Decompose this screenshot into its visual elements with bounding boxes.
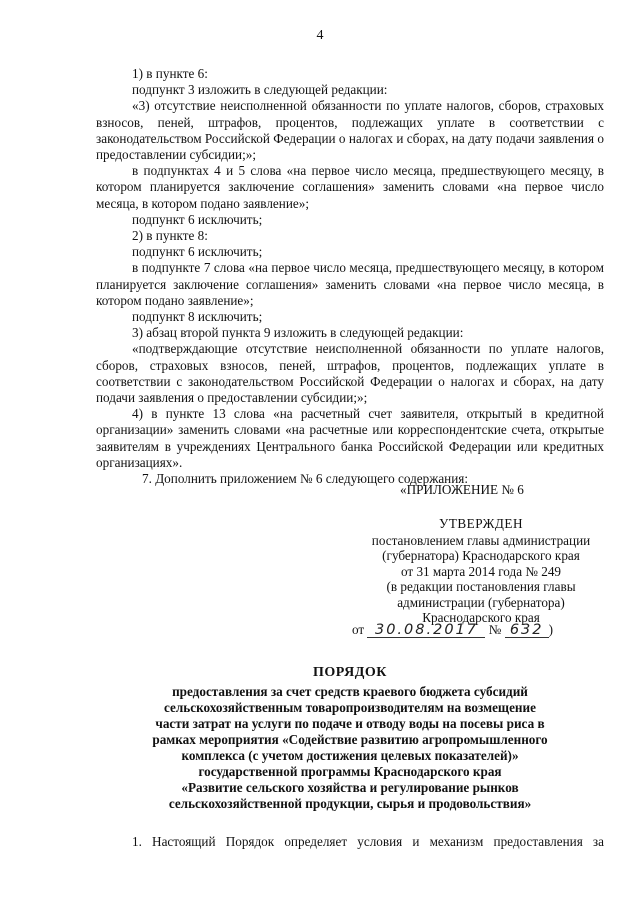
approval-line: постановлением главы администрации — [371, 532, 591, 548]
paragraph: подпункт 6 исключить; — [132, 211, 263, 227]
paragraph: 1) в пункте 6: — [132, 66, 208, 81]
paragraph: 3) абзац второй пункта 9 изложить в следующей редакции: — [132, 325, 464, 341]
approval-line: от 31 марта 2014 года № 249 — [400, 563, 562, 579]
paragraph: в подпункте 7 слова «на первое число месяца, предшествующего месяцу, в котором планируется заключение соглашения» заменить словами «на первое число месяца, в котором подано заявление»; — [96, 260, 604, 308]
paragraph: в подпунктах 4 и 5 слова «на первое число месяца, предшествующего месяцу, в котором планируется заключение соглашения» заменить словами «на первое число месяца, в котором подано заявление»; — [96, 163, 604, 211]
title-line: рамках мероприятия «Содействие развитию агропромышленного — [152, 732, 548, 747]
paragraph: подпункт 8 исключить; — [132, 309, 263, 325]
paragraph: подпункт 3 изложить в следующей редакции: — [132, 82, 388, 98]
number-label: № — [488, 622, 502, 637]
order-title — [96, 665, 604, 812]
title-main: ПОРЯДОК — [313, 665, 387, 680]
title-line: комплекса (с учетом достижения целевых показателей)» — [181, 748, 519, 763]
approval-line: Краснодарского края — [422, 610, 540, 625]
close-paren: ) — [548, 622, 554, 637]
approval-line: администрации (губернатора) — [397, 594, 565, 610]
paragraph: 2) в пункте 8: — [132, 228, 208, 244]
first-clause: 1. Настоящий Порядок определяет условия и механизм предоставления за — [132, 834, 604, 849]
title-line: части затрат на услуги по подаче и отводу воды на посевы риса в — [155, 716, 545, 731]
title-line: государственной программы Краснодарского края — [198, 764, 502, 779]
annex-heading: «ПРИЛОЖЕНИЕ № 6 — [400, 482, 524, 497]
title-line: «Развитие сельского хозяйства и регулирование рынков — [181, 780, 519, 795]
paragraph: подпункт 6 исключить; — [132, 244, 263, 260]
amendments-body — [96, 66, 604, 487]
title-line: сельскохозяйственной продукции, сырья и продовольствия» — [168, 796, 532, 811]
paragraph: 4) в пункте 13 слова «на расчетный счет заявителя, открытый в кредитной организации» заменить словами «на расчетные или корреспондентские счета, открытые заявителям в учреждениях Центрального банка Российской Федерации или кредитных организациях». — [96, 406, 604, 470]
title-line: предоставления за счет средств краевого бюджета субсидий — [172, 684, 528, 699]
from-label: от — [352, 622, 365, 637]
title-line: сельскохозяйственным товаропроизводителям на возмещение — [164, 700, 536, 715]
page-number: 4 — [316, 28, 324, 43]
paragraph: 7. Дополнить приложением № 6 следующего содержания: — [142, 471, 469, 487]
paragraph: «подтверждающие отсутствие неисполненной обязанности по уплате налогов, сборов, страховых взносов, пеней, штрафов, процентов, подлежащих уплате в соответствии с законодательством Российской Федерации о налогах и сборах, на дату подачи заявления о предоставлении субсидии;»; — [96, 341, 604, 406]
paragraph: «3) отсутствие неисполненной обязанности по уплате налогов, сборов, страховых взносов, пеней, штрафов, процентов, подлежащих уплате в соответствии с законодательством Российской Федерации о налогах и сборах, на дату подачи заявления о предоставлении субсидии;»; — [96, 98, 604, 163]
approval-line: (губернатора) Краснодарского края — [382, 548, 580, 563]
approval-block — [350, 516, 612, 626]
handwritten-date: 30.08.2017 — [367, 623, 485, 638]
approval-line: (в редакции постановления главы — [386, 579, 576, 594]
approval-date-line — [352, 622, 553, 638]
approval-heading: УТВЕРЖДЕН — [438, 516, 523, 531]
handwritten-number: 632 — [505, 623, 549, 638]
